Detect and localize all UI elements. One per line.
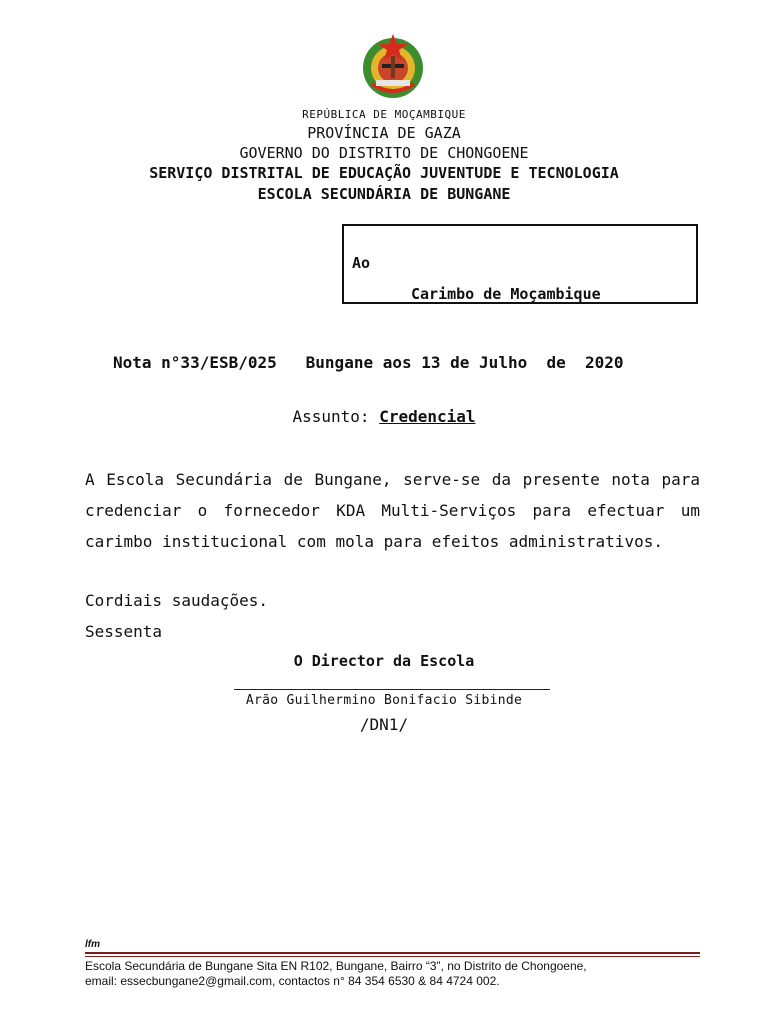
province-heading: PROVÍNCIA DE GAZA xyxy=(307,124,461,142)
school-heading: ESCOLA SECUNDÁRIA DE BUNGANE xyxy=(257,185,511,203)
director-title: O Director da Escola xyxy=(293,652,475,670)
service-heading: SERVIÇO DISTRITAL DE EDUCAÇÃO JUVENTUDE E TECNOLOGIA xyxy=(149,164,619,182)
republic-heading: REPÚBLICA DE MOÇAMBIQUE xyxy=(302,108,466,121)
body-paragraph: A Escola Secundária de Bungane, serve-se da presente nota para credenciar o fornecedor KDA Multi-Serviços para efectuar um carimbo institucional com mola para efeitos administrativos. xyxy=(85,470,700,551)
footer-rule xyxy=(85,952,700,954)
signature-line xyxy=(234,689,550,690)
footer-address: Escola Secundária de Bungane Sita EN R102, Bungane, Bairro “3”, no Distrito de Chongoene, xyxy=(85,959,587,973)
footer-contacts: email: essecbungane2@gmail.com, contactos n° 84 354 6530 & 84 4724 002. xyxy=(85,974,500,988)
director-name: Arão Guilhermino Bonifacio Sibinde xyxy=(245,693,523,708)
subject-line xyxy=(0,407,768,426)
footer-tag: lfm xyxy=(85,939,100,950)
address-to: Ao xyxy=(352,254,371,272)
reference-code: /DN1/ xyxy=(359,715,409,734)
coat-of-arms-icon xyxy=(358,30,428,100)
address-box xyxy=(342,224,698,304)
greeting-line: Cordiais saudações. xyxy=(85,591,269,610)
footer-rule-thin xyxy=(85,956,700,957)
closing-word: Sessenta xyxy=(85,622,163,641)
government-heading: GOVERNO DO DISTRITO DE CHONGOENE xyxy=(239,144,529,162)
subject-label: Assunto: xyxy=(292,407,380,426)
address-recipient: Carimbo de Moçambique xyxy=(411,285,601,303)
note-reference-line: Nota n°33/ESB/025 Bungane aos 13 de Julho de 2020 xyxy=(113,353,624,372)
subject-value: Credencial xyxy=(379,407,476,426)
